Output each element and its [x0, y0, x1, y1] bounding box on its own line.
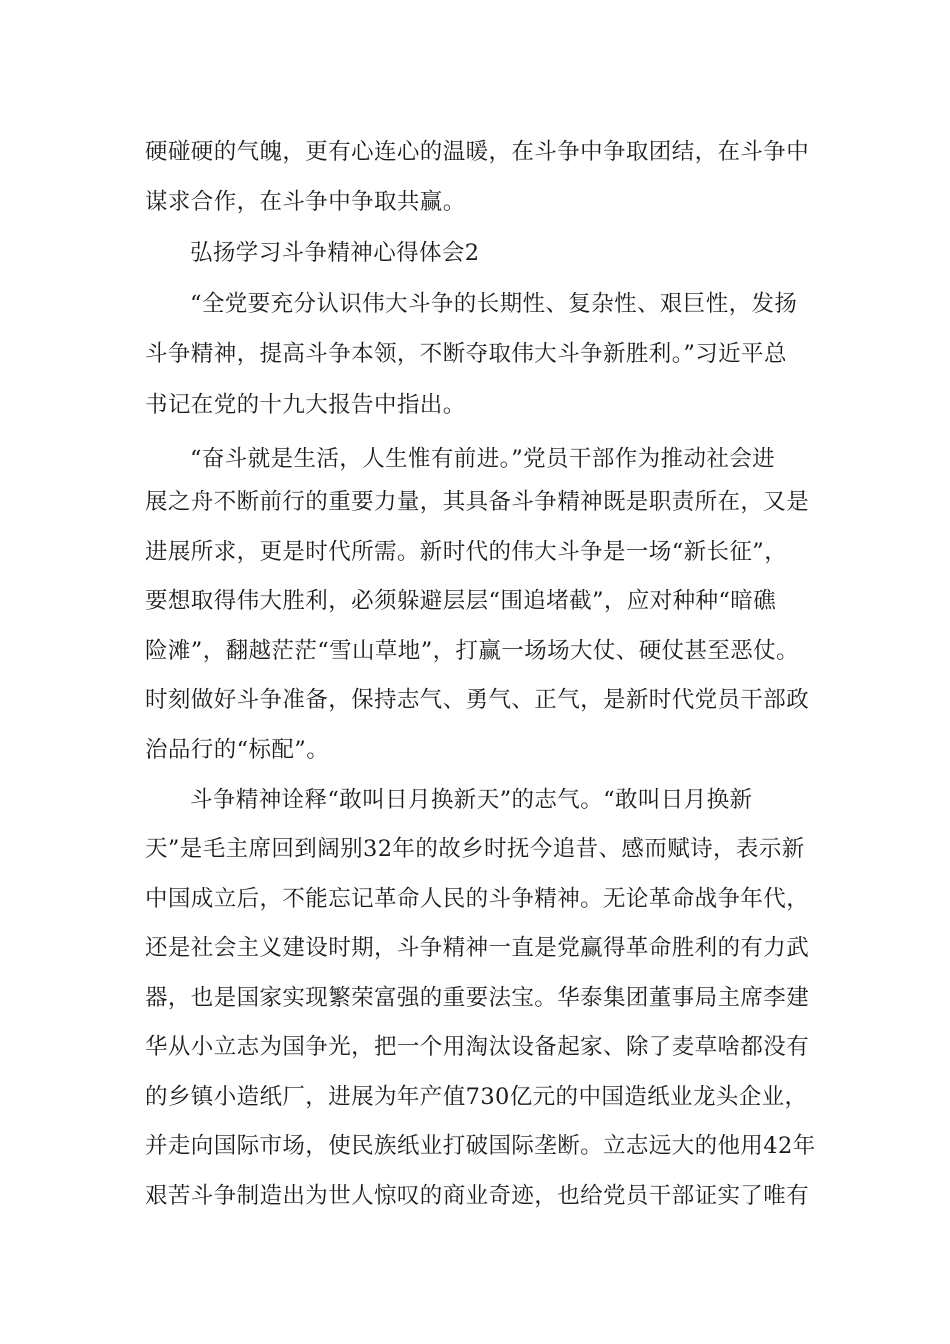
text-line: 还是社会主义建设时期，斗争精神一直是党赢得革命胜利的有力武: [145, 935, 810, 961]
text-line: 要想取得伟大胜利，必须躲避层层“围追堵截”，应对种种“暗礁: [145, 588, 777, 614]
text-line: 书记在党的十九大报告中指出。: [145, 392, 466, 418]
text-line: 天”是毛主席回到阔别32年的故乡时抚今追昔、感而赋诗，表示新: [145, 836, 805, 862]
text-line: 时刻做好斗争准备，保持志气、勇气、正气，是新时代党员干部政: [145, 687, 810, 713]
text-line: 进展所求，更是时代所需。新时代的伟大斗争是一场“新长征”，: [145, 539, 788, 565]
section-heading: 弘扬学习斗争精神心得体会2: [190, 240, 480, 266]
text-line: 斗争精神诠释“敢叫日月换新天”的志气。“敢叫日月换新: [190, 787, 753, 813]
text-line: 展之舟不断前行的重要力量，其具备斗争精神既是职责所在，又是: [145, 489, 810, 515]
text-line: 艰苦斗争制造出为世人惊叹的商业奇迹，也给党员干部证实了唯有: [145, 1183, 810, 1209]
text-line: 并走向国际市场，使民族纸业打破国际垄断。立志远大的他用42年: [145, 1133, 816, 1159]
text-line: 器，也是国家实现繁荣富强的重要法宝。华泰集团董事局主席李建: [145, 985, 810, 1011]
text-line: 斗争精神，提高斗争本领，不断夺取伟大斗争新胜利。”习近平总: [145, 341, 787, 367]
text-line: 中国成立后，不能忘记革命人民的斗争精神。无论革命战争年代，: [145, 886, 810, 912]
text-line: “奋斗就是生活，人生惟有前进。”党员干部作为推动社会进: [190, 446, 776, 472]
text-line: 治品行的“标配”。: [145, 737, 330, 763]
text-line: 险滩”，翻越茫茫“雪山草地”，打赢一场场大仗、硬仗甚至恶仗。: [145, 638, 800, 664]
text-line: 华从小立志为国争光，把一个用淘汰设备起家、除了麦草啥都没有: [145, 1034, 810, 1060]
text-line: 硬碰硬的气魄，更有心连心的温暖，在斗争中争取团结，在斗争中: [145, 139, 810, 165]
text-line: “全党要充分认识伟大斗争的长期性、复杂性、艰巨性，发扬: [190, 291, 798, 317]
text-line: 谋求合作，在斗争中争取共赢。: [145, 189, 466, 215]
text-line: 的乡镇小造纸厂，进展为年产值730亿元的中国造纸业龙头企业，: [145, 1084, 808, 1110]
